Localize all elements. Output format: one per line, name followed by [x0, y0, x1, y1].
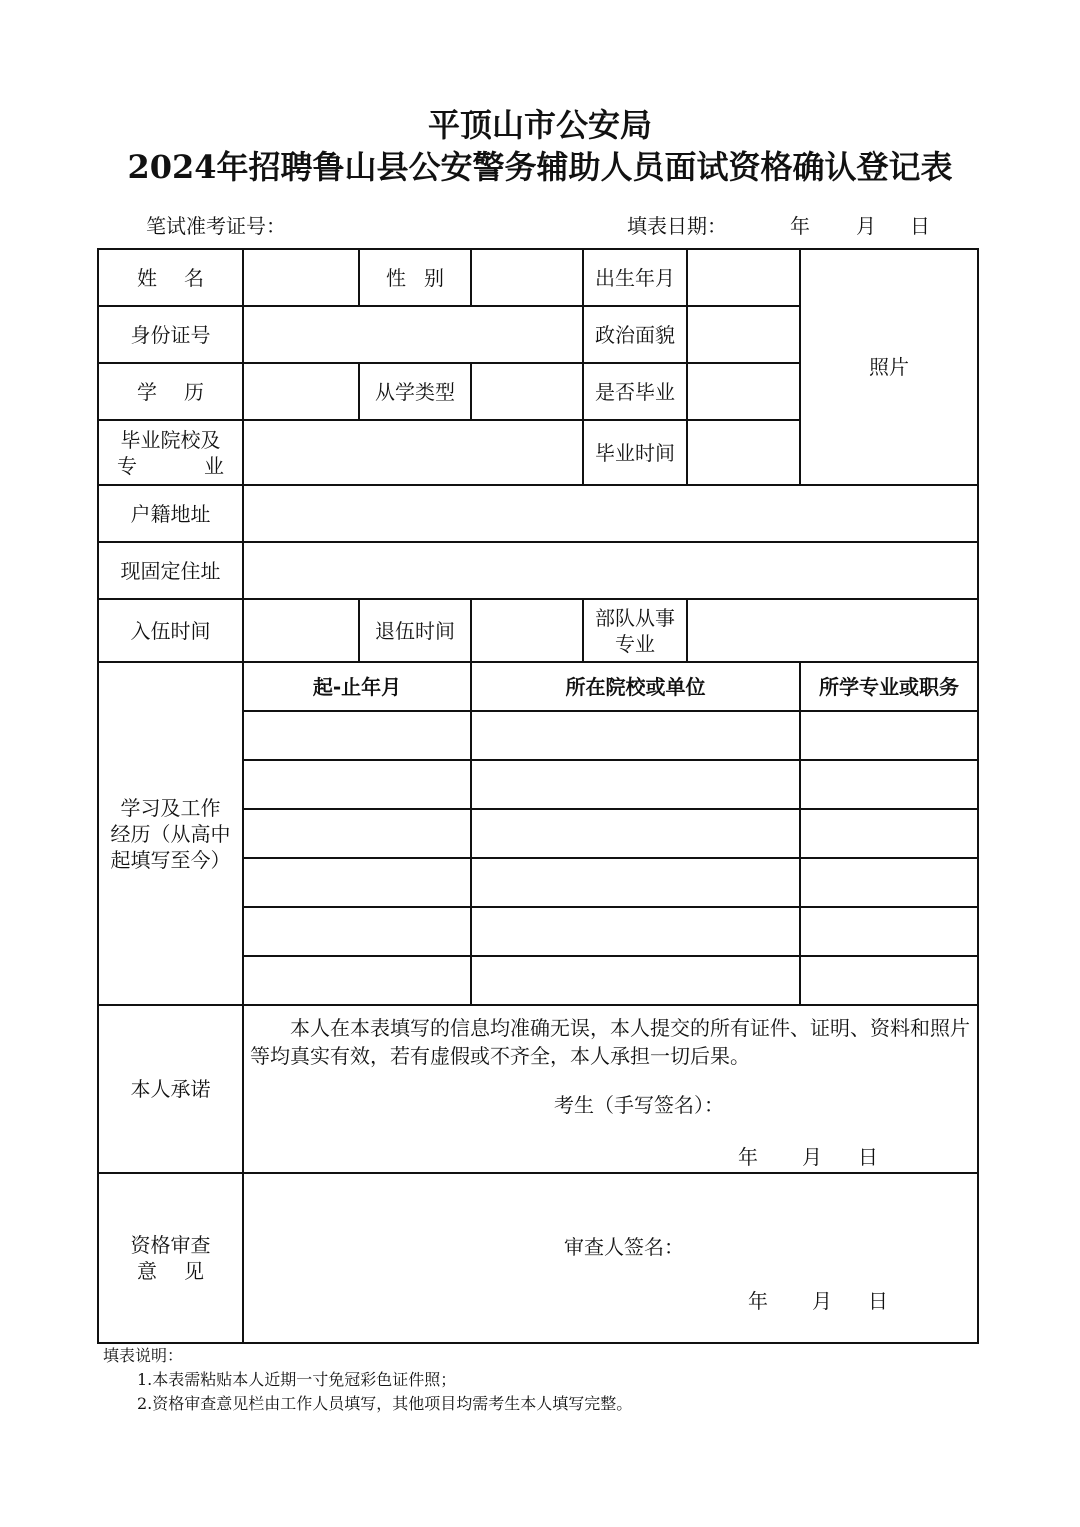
- history-header-role: 所学专业或职务: [800, 662, 978, 711]
- education-field[interactable]: [243, 363, 359, 420]
- enlist-time-field[interactable]: [243, 599, 359, 662]
- graduated-field[interactable]: [687, 363, 800, 420]
- promise-label: 本人承诺: [98, 1005, 243, 1173]
- notes-title: 填表说明：: [103, 1346, 184, 1365]
- reviewer-sign-date: 年 月 日: [748, 1289, 888, 1313]
- school-major-label: 毕业院校及 专 业: [98, 420, 243, 485]
- army-major-label: 部队从事 专业: [583, 599, 687, 662]
- gender-label: 性 别: [359, 249, 471, 306]
- review-cell[interactable]: [243, 1173, 978, 1343]
- residence-label: 现固定住址: [98, 542, 243, 599]
- fill-instructions: [103, 1344, 632, 1416]
- grad-time-label: 毕业时间: [583, 420, 687, 485]
- id-number-field[interactable]: [243, 306, 583, 363]
- residence-field[interactable]: [243, 542, 978, 599]
- study-type-label: 从学类型: [359, 363, 471, 420]
- history-header-unit: 所在院校或单位: [471, 662, 800, 711]
- discharge-time-label: 退伍时间: [359, 599, 471, 662]
- history-period-cell[interactable]: [243, 907, 471, 956]
- graduated-label: 是否毕业: [583, 363, 687, 420]
- history-unit-cell[interactable]: [471, 760, 800, 809]
- gender-field[interactable]: [471, 249, 583, 306]
- fill-date-label: 填表日期：: [627, 214, 727, 238]
- notes-item-2: 2.资格审查意见栏由工作人员填写，其他项目均需考生本人填写完整。: [137, 1394, 633, 1413]
- history-period-cell[interactable]: [243, 956, 471, 1005]
- history-unit-cell[interactable]: [471, 809, 800, 858]
- notes-item-1: 1.本表需粘贴本人近期一寸免冠彩色证件照；: [137, 1370, 457, 1389]
- history-period-cell[interactable]: [243, 809, 471, 858]
- candidate-sign-date: 年 月 日: [738, 1145, 878, 1169]
- history-role-cell[interactable]: [800, 907, 978, 956]
- political-field[interactable]: [687, 306, 800, 363]
- title-line-2: 2024年招聘鲁山县公安警务辅助人员面试资格确认登记表: [127, 148, 953, 186]
- history-header-period: 起-止年月: [243, 662, 471, 711]
- history-label: 学习及工作 经历（从高中 起填写至今）: [98, 662, 243, 1005]
- title-line-1: 平顶山市公安局: [427, 106, 652, 144]
- promise-text: 本人在本表填写的信息均准确无误，本人提交的所有证件、证明、资料和照片等均真实有效，若有虚假或不齐全，本人承担一切后果。: [250, 1016, 970, 1068]
- birth-field[interactable]: [687, 249, 800, 306]
- history-period-cell[interactable]: [243, 760, 471, 809]
- history-unit-cell[interactable]: [471, 858, 800, 907]
- photo-box[interactable]: 照片: [800, 249, 978, 485]
- history-role-cell[interactable]: [800, 760, 978, 809]
- history-unit-cell[interactable]: [471, 907, 800, 956]
- id-number-label: 身份证号: [98, 306, 243, 363]
- fill-date-month: 月: [856, 214, 876, 238]
- discharge-time-field[interactable]: [471, 599, 583, 662]
- registration-form-table: [97, 248, 979, 1344]
- history-role-cell[interactable]: [800, 858, 978, 907]
- history-unit-cell[interactable]: [471, 956, 800, 1005]
- education-label: 学 历: [98, 363, 243, 420]
- political-label: 政治面貌: [583, 306, 687, 363]
- study-type-field[interactable]: [471, 363, 583, 420]
- history-period-cell[interactable]: [243, 711, 471, 760]
- exam-number-label: 笔试准考证号：: [146, 214, 286, 238]
- history-period-cell[interactable]: [243, 858, 471, 907]
- household-field[interactable]: [243, 485, 978, 542]
- household-label: 户籍地址: [98, 485, 243, 542]
- enlist-time-label: 入伍时间: [98, 599, 243, 662]
- reviewer-sign-label: 审查人签名：: [564, 1235, 684, 1259]
- history-role-cell[interactable]: [800, 809, 978, 858]
- grad-time-field[interactable]: [687, 420, 800, 485]
- history-unit-cell[interactable]: [471, 711, 800, 760]
- army-major-field[interactable]: [687, 599, 978, 662]
- promise-cell[interactable]: [243, 1005, 978, 1173]
- birth-label: 出生年月: [583, 249, 687, 306]
- review-label: 资格审查 意 见: [98, 1173, 243, 1343]
- fill-date-day: 日: [910, 214, 930, 238]
- fill-date-year: 年: [790, 214, 810, 238]
- candidate-sign-label: 考生（手写签名）：: [554, 1093, 724, 1117]
- history-role-cell[interactable]: [800, 956, 978, 1005]
- name-label: 姓 名: [98, 249, 243, 306]
- history-role-cell[interactable]: [800, 711, 978, 760]
- name-field[interactable]: [243, 249, 359, 306]
- school-major-field[interactable]: [243, 420, 583, 485]
